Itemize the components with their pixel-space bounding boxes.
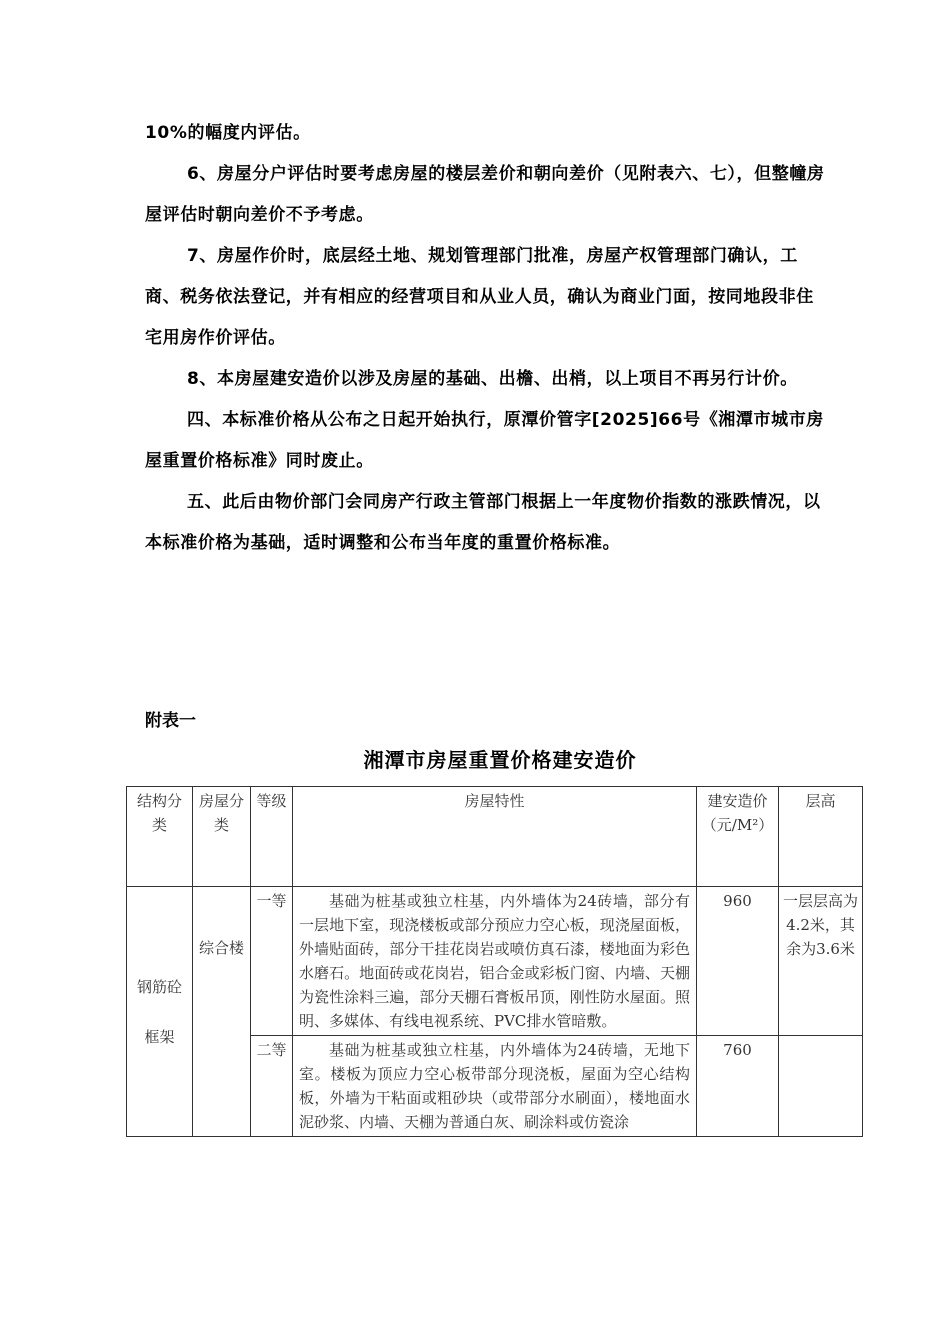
- paragraph: 7、房屋作价时，底层经土地、规划管理部门批准，房屋产权管理部门确认，工商、税务依法登记，并有相应的经营项目和从业人员，确认为商业门面，按同地段非住宅用房作价评估。: [145, 246, 814, 348]
- body-text: [145, 113, 825, 564]
- header-cell: 建安造价（元/M²）: [697, 787, 779, 887]
- table-header-row: [127, 787, 863, 887]
- description-cell: 基础为桩基或独立柱基，内外墙体为24砖墙，无地下室。楼板为顶应力空心板带部分现浇板，屋面为空心结构板，外墙为干粘面或粗砂块（或带部分水刷面），楼地面水泥砂浆、内墙、天棚为普通白灰、刷涂料或仿瓷涂: [293, 1036, 697, 1137]
- paragraph: 8、本房屋建安造价以涉及房屋的基础、出檐、出梢，以上项目不再另行计价。: [187, 369, 798, 389]
- grade-cell: 一等: [251, 887, 293, 1036]
- header-cell: 结构分类: [127, 787, 193, 887]
- category-cell: 综合楼: [193, 887, 251, 1137]
- paragraph: 四、本标准价格从公布之日起开始执行，原潭价管字[2025]66号《湘潭市城市房屋重置价格标准》同时废止。: [145, 410, 824, 471]
- paragraph: 10%的幅度内评估。: [145, 123, 311, 143]
- structure-cell: 钢筋砼框架: [127, 887, 193, 1137]
- table-row: [127, 887, 863, 1036]
- paragraph: 6、房屋分户评估时要考虑房屋的楼层差价和朝向差价（见附表六、七），但整幢房屋评估时朝向差价不予考虑。: [145, 164, 825, 225]
- header-cell: 层高: [779, 787, 863, 887]
- paragraph: 五、此后由物价部门会同房产行政主管部门根据上一年度物价指数的涨跌情况，以本标准价格为基础，适时调整和公布当年度的重置价格标准。: [145, 492, 821, 553]
- grade-cell: 二等: [251, 1036, 293, 1137]
- header-cell: 等级: [251, 787, 293, 887]
- price-cell: 760: [697, 1036, 779, 1137]
- header-cell: 房屋特性: [293, 787, 697, 887]
- price-cell: 960: [697, 887, 779, 1036]
- description-cell: 基础为桩基或独立柱基，内外墙体为24砖墙，部分有一层地下室，现浇楼板或部分预应力空心板，现浇屋面板，外墙贴面砖，部分干挂花岗岩或喷仿真石漆，楼地面为彩色水磨石。地面砖或花岗岩，铝合金或彩板门窗、内墙、天棚为瓷性涂料三遍，部分天棚石膏板吊顶，刚性防水屋面。照明、多媒体、有线电视系统、PVC排水管暗敷。: [293, 887, 697, 1036]
- table-title: 湘潭市房屋重置价格建安造价: [363, 748, 637, 772]
- header-cell: 房屋分类: [193, 787, 251, 887]
- price-table: [126, 786, 863, 1137]
- appendix-label: 附表一: [145, 711, 196, 731]
- height-cell: [779, 1036, 863, 1137]
- height-cell: 一层层高为4.2米，其余为3.6米: [779, 887, 863, 1036]
